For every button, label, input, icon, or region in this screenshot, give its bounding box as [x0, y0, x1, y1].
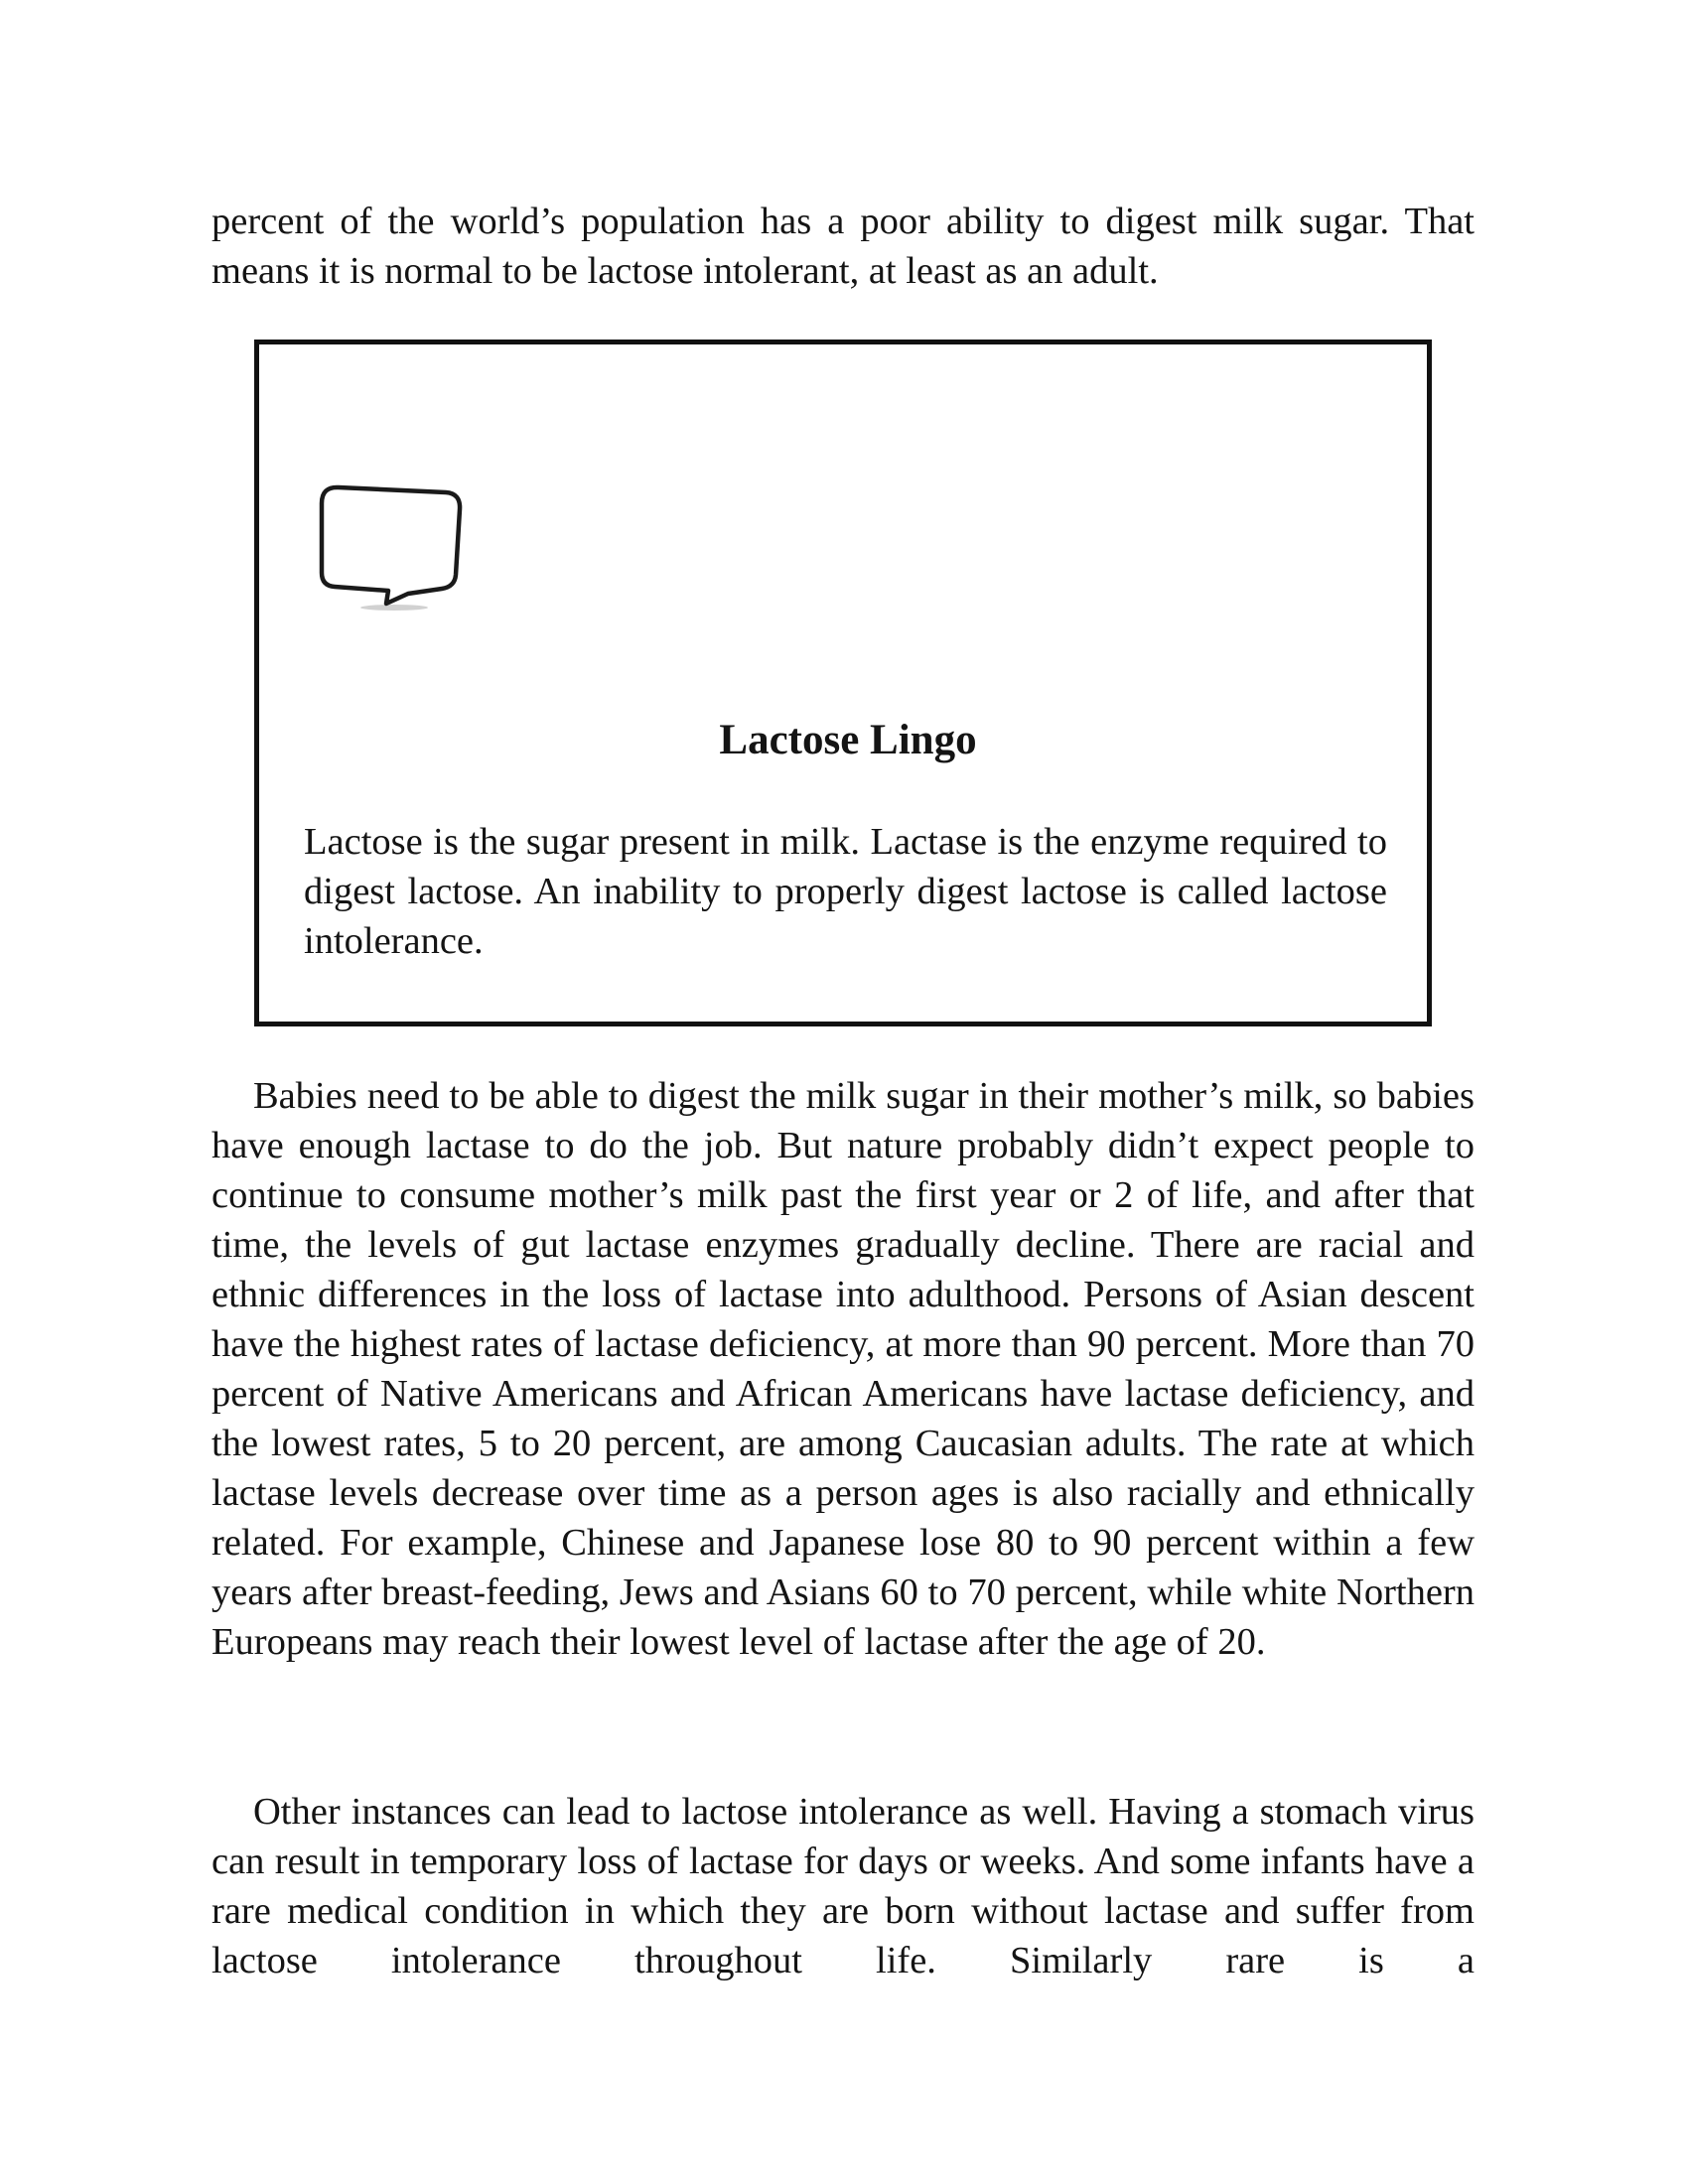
lactose-lingo-sidebar: [254, 340, 1432, 1026]
babies-lactase-paragraph: Babies need to be able to digest the milk sugar in their mother’s milk, so babies have enough lactase to do the job. But nature probably didn’t expect people to continue to consume mother’s milk past the first year or 2 of life, and after that time, the levels of gut lactase enzymes gradually decline. There are racial and ethnic differences in the loss of lactase into adulthood. Persons of Asian descent have the highest rates of lactase deficiency, at more than 90 percent. More than 70 percent of Native Americans and African Americans have lactase deficiency, and the lowest rates, 5 to 20 percent, are among Caucasian adults. The rate at which lactase levels decrease over time as a person ages is also racially and ethnically related. For example, Chinese and Japanese lose 80 to 90 percent within a few years after breast-feeding, Jews and Asians 60 to 70 percent, while white Northern Europeans may reach their lowest level of lactase after the age of 20.: [211, 1075, 1475, 1663]
speech-bubble-icon: [317, 483, 470, 611]
sidebar-title: Lactose Lingo: [719, 717, 977, 763]
sidebar-definition-text: Lactose is the sugar present in milk. Lactase is the enzyme required to digest lactose. An inability to properly digest lactose is called lactose intolerance.: [304, 821, 1387, 962]
intro-paragraph: percent of the world’s population has a poor ability to digest milk sugar. That means it is normal to be lactose intolerant, at least as an adult.: [211, 201, 1475, 292]
other-causes-paragraph: Other instances can lead to lactose intolerance as well. Having a stomach virus can result in temporary loss of lactase for days or weeks. And some infants have a rare medical condition in which they are born without lactase and suffer from lactose intolerance throughout life. Similarly rare is a: [211, 1791, 1475, 1981]
